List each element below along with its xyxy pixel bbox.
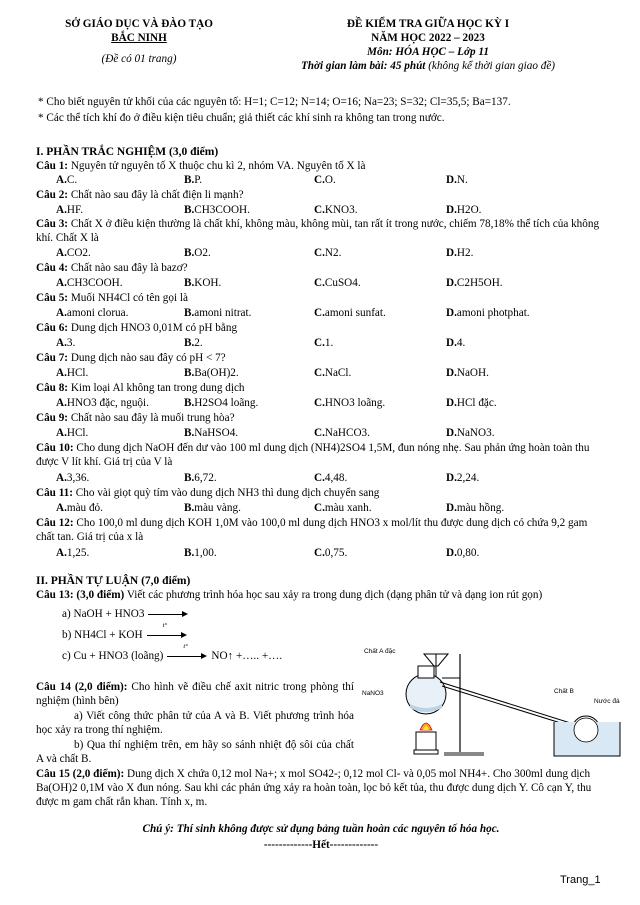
question-6: Câu 6: Dung dịch HNO3 0,01M có pH bằng bbox=[36, 322, 238, 334]
exam-title: ĐỀ KIỂM TRA GIỮA HỌC KỲ I bbox=[346, 18, 510, 30]
label-chat-a: Chất A đặc bbox=[364, 648, 396, 655]
question-2: Câu 2: Chất nào sau đây là chất điện li mạnh? bbox=[36, 189, 244, 201]
reaction-arrow-heat-icon: t° bbox=[167, 652, 207, 660]
label-ice-water: Nước đá bbox=[594, 698, 620, 705]
school-year: NĂM HỌC 2022 – 2023 bbox=[371, 32, 485, 44]
end-marker: -------------Hết------------- bbox=[263, 839, 379, 851]
question-8: Câu 8: Kim loại Al không tan trong dung dịch bbox=[36, 382, 245, 394]
question-12: Câu 12: Cho 100,0 ml dung dịch KOH 1,0M vào 100,0 ml dung dịch HNO3 x mol/lít thu được dung dịch có chứa 9,2 gam chất tan. Giá trị của x là bbox=[36, 517, 588, 543]
province-name: BẮC NINH bbox=[111, 32, 167, 44]
department-name: SỞ GIÁO DỤC VÀ ĐÀO TẠO bbox=[65, 18, 213, 30]
question-6-options: A. 3. B. 2. C. 1. D. 4. bbox=[56, 337, 466, 349]
pages-note: (Đề có 01 trang) bbox=[101, 53, 177, 65]
question-14: Câu 14 (2,0 điểm): Cho hình vẽ điều chế axit nitric trong phòng thí nghiệm (hình bên) bbox=[36, 681, 355, 707]
reaction-arrow-icon bbox=[148, 610, 188, 618]
question-3: Câu 3: Chất X ở điều kiện thường là chất khí, không màu, không mùi, tan rất ít trong nước, chiếm 78,18% thể tích của không khí. Chất X là bbox=[36, 218, 600, 244]
apparatus-drawing bbox=[358, 648, 628, 760]
equation-b: b) NH4Cl + KOH t° bbox=[62, 628, 191, 642]
question-11: Câu 11: Cho vài giọt quỳ tím vào dung dịch NH3 thì dung dịch chuyển sang bbox=[36, 487, 380, 499]
time-line bbox=[258, 59, 598, 73]
question-2-options: A. HF. B. CH3COOH. C. KNO3. D. H2O. bbox=[56, 204, 482, 216]
question-10: Câu 10: Cho dung dịch NaOH đến dư vào 100 ml dung dịch (NH4)2SO4 1,5M, đun nóng nhẹ. Sau phản ứng hoàn toàn thu được V lít khí. Giá trị của V là bbox=[36, 442, 590, 468]
question-13: Câu 13: (3,0 điểm) Viết các phương trình hóa học sau xảy ra trong dung dịch (dạng phân tử và dạng ion rút gọn) bbox=[36, 589, 543, 601]
page-number: Trang_1 bbox=[560, 874, 601, 886]
label-nano3: NaNO3 bbox=[362, 690, 384, 697]
question-9: Câu 9: Chất nào sau đây là muối trung hòa? bbox=[36, 412, 235, 424]
question-1-options: A. C. B. P. C. O. D. N. bbox=[56, 174, 468, 186]
question-8-options: A. HNO3 đặc, nguội. B. H2SO4 loãng. C. HNO3 loãng. D. HCl đặc. bbox=[56, 397, 497, 409]
question-11-options: A. màu đỏ. B. màu vàng. C. màu xanh. D. màu hồng. bbox=[56, 502, 505, 514]
question-7: Câu 7: Dung dịch nào sau đây có pH < 7? bbox=[36, 352, 226, 364]
note-gas-conditions: * Các thể tích khí đo ở điều kiện tiêu chuẩn; giả thiết các khí sinh ra không tan trong nước. bbox=[38, 112, 445, 124]
question-10-options: A. 3,36. B. 6,72. C. 4,48. D. 2,24. bbox=[56, 472, 480, 484]
question-15: Câu 15 (2,0 điểm): Dung dịch X chứa 0,12 mol Na+; x mol SO42-; 0,12 mol Cl- và 0,05 mol NH4+. Cho 300ml dung dịch Ba(OH)2 0,1M vào X đun nóng. Sau khi các phản ứng xảy ra hoàn toàn, lọc bỏ kết tủa, thu được dung dịch Y. Cô cạn Y, thu được m gam chất rắn khan. Tính x, m. bbox=[36, 768, 592, 808]
equation-a: a) NaOH + HNO3 bbox=[62, 607, 192, 621]
question-12-options: A. 1,25. B. 1,00. C. 0,75. D. 0,80. bbox=[56, 547, 480, 559]
section1-title: I. PHẦN TRẮC NGHIỆM (3,0 điểm) bbox=[36, 146, 219, 158]
reaction-arrow-heat-icon: t° bbox=[147, 631, 187, 639]
question-3-options: A. CO2. B. O2. C. N2. D. H2. bbox=[56, 247, 474, 259]
question-14-part-a: a) Viết công thức phân tử của A và B. Viết phương trình hóa học xảy ra trong thí nghiệm. bbox=[36, 710, 354, 736]
question-4: Câu 4: Chất nào sau đây là bazơ? bbox=[36, 262, 188, 274]
time-label: Thời gian làm bài: 45 phút bbox=[300, 60, 426, 72]
section2-title: II. PHẦN TỰ LUẬN (7,0 điểm) bbox=[36, 575, 191, 587]
question-9-options: A. HCl. B. NaHSO4. C. NaHCO3. D. NaNO3. bbox=[56, 427, 495, 439]
question-7-options: A. HCl. B. Ba(OH)2. C. NaCl. D. NaOH. bbox=[56, 367, 489, 379]
question-4-options: A. CH3COOH. B. KOH. C. CuSO4. D. C2H5OH. bbox=[56, 277, 503, 289]
question-5: Câu 5: Muối NH4Cl có tên gọi là bbox=[36, 292, 188, 304]
header-left bbox=[44, 17, 234, 66]
note-atomic-mass: * Cho biết nguyên tử khối của các nguyên tố: H=1; C=12; N=14; O=16; Na=23; S=32; Cl=35,5; Ba=137. bbox=[38, 96, 511, 108]
header-right bbox=[258, 17, 598, 73]
nitric-acid-apparatus-diagram bbox=[358, 648, 628, 760]
subject: Môn: HÓA HỌC – Lớp 11 bbox=[367, 46, 489, 58]
label-chat-b: Chất B bbox=[554, 688, 574, 695]
question-14-part-b: b) Qua thí nghiệm trên, em hãy so sánh nhiệt độ sôi của chất A và chất B. bbox=[36, 739, 354, 765]
question-1: Câu 1: Nguyên tử nguyên tố X thuộc chu kì 2, nhóm VA. Nguyên tố X là bbox=[36, 160, 366, 172]
warning-note: Chú ý: Thí sinh không được sử dụng bảng tuần hoàn các nguyên tố hóa học. bbox=[142, 823, 500, 835]
time-note: (không kể thời gian giao đề) bbox=[428, 60, 556, 72]
equation-c: c) Cu + HNO3 (loãng) t° NO↑ +….. +…. bbox=[62, 643, 283, 662]
question-5-options: A. amoni clorua. B. amoni nitrat. C. amoni sunfat. D. amoni photphat. bbox=[56, 307, 530, 319]
